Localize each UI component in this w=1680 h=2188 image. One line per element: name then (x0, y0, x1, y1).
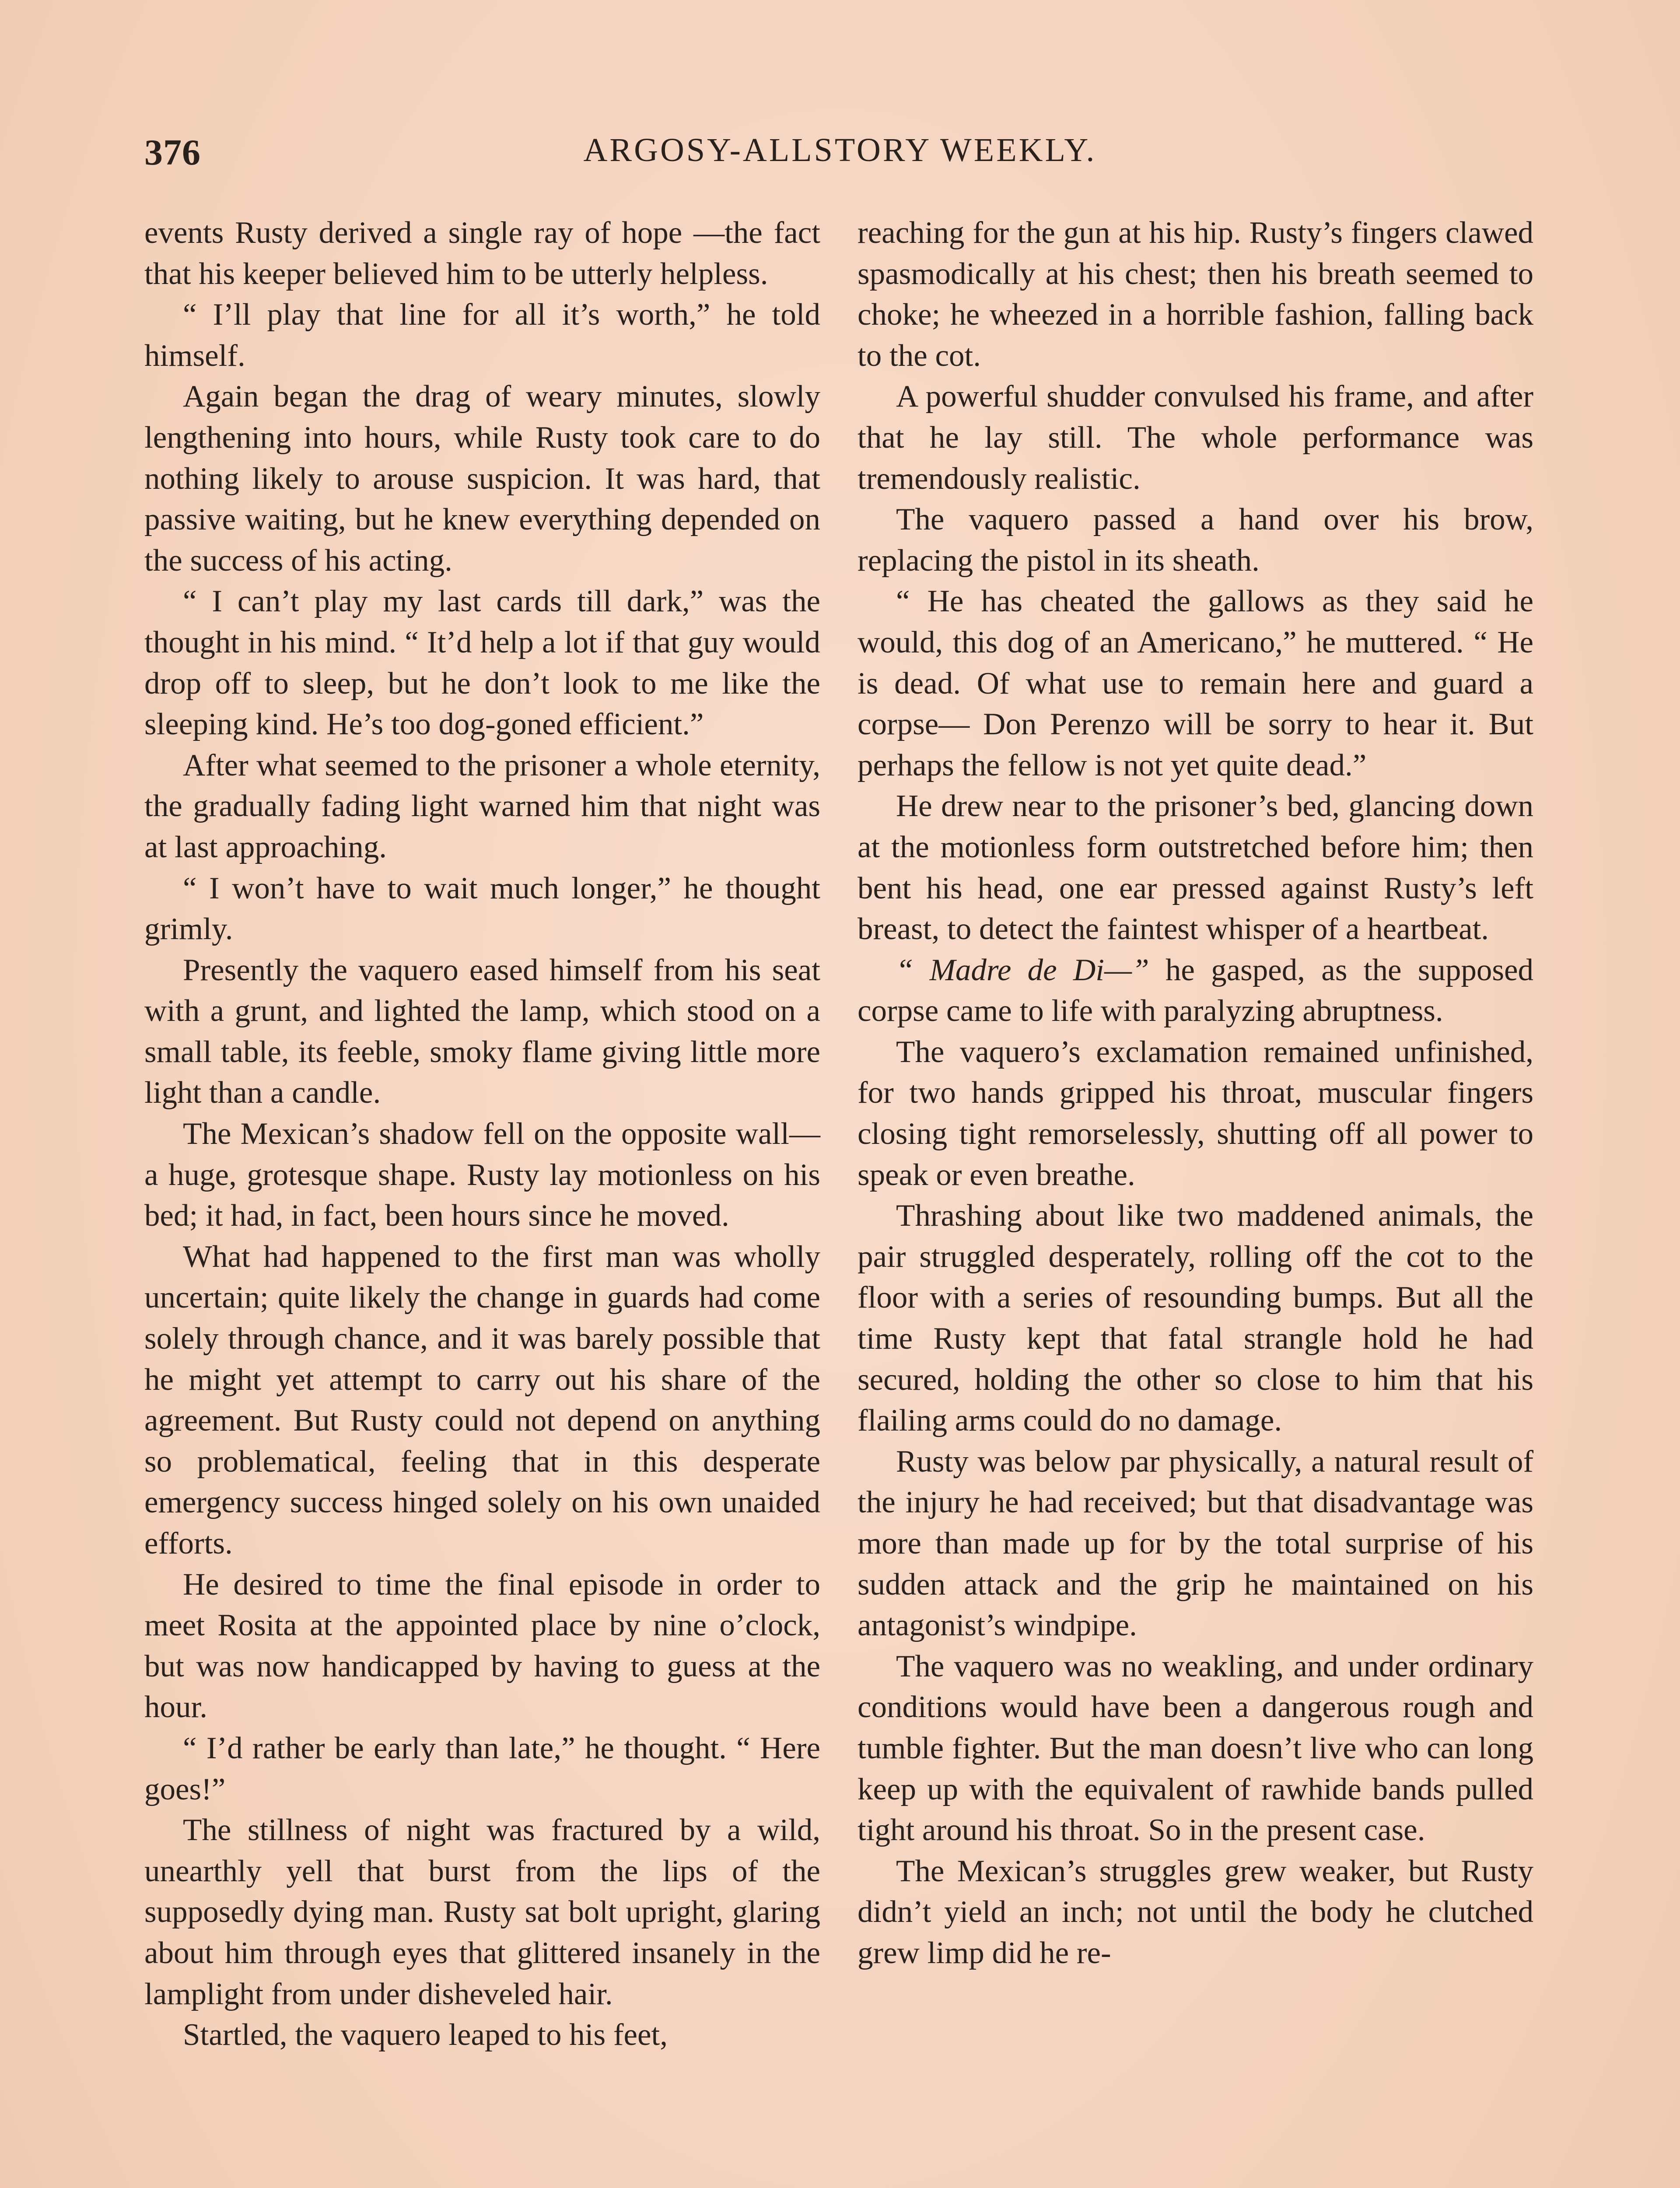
paragraph: “ I’d rather be early than late,” he thought. “ Here goes!” (144, 1731, 820, 1806)
paragraph: “ I can’t play my last cards till dark,” was the thought in his mind. “ It’d help a lot if that guy would drop off to sleep, but he don’t look to me like the sleeping kind. He’s too dog-goned efficient.” (144, 584, 820, 742)
page-number: 376 (144, 132, 201, 173)
right-column (858, 213, 1533, 1974)
paragraph: “ I won’t have to wait much longer,” he thought grimly. (144, 871, 820, 947)
paragraph: The stillness of night was fractured by a wild, unearthly yell that burst from the lips of the supposedly dying man. Rusty sat bolt upright, glaring about him through eyes that glittered insanely in the lamplight from under disheveled hair. (144, 1813, 820, 2011)
paragraph: The vaquero was no weakling, and under ordinary conditions would have been a dangerous rough and tumble fighter. But the man doesn’t live who can long keep up with the equivalent of rawhide bands pulled tight around his throat. So in the present case. (858, 1649, 1533, 1848)
paragraph: He drew near to the prisoner’s bed, glancing down at the motionless form outstretched before him; then bent his head, one ear pressed against Rusty’s left breast, to detect the faintest whisper of a heartbeat. (858, 789, 1533, 947)
paragraph (858, 950, 1533, 1032)
paragraph: The Mexican’s shadow fell on the opposite wall—a huge, grotesque shape. Rusty lay motionless on his bed; it had, in fact, been hours since he moved. (144, 1117, 820, 1233)
paragraph: Startled, the vaquero leaped to his feet, (183, 2018, 668, 2052)
paragraph: Again began the drag of weary minutes, slowly lengthening into hours, while Rusty took care to do nothing likely to arouse suspicion. It was hard, that passive waiting, but he knew everything depended on the success of his acting. (144, 379, 820, 578)
paragraph: reaching for the gun at his hip. Rusty’s fingers clawed spasmodically at his chest; then his breath seemed to choke; he wheezed in a horrible fashion, falling back to the cot. (858, 216, 1533, 373)
running-head: ARGOSY-ALLSTORY WEEKLY. (583, 132, 1097, 168)
paragraph: What had happened to the first man was wholly uncertain; quite likely the change in guards had come solely through chance, and it was barely possible that he might yet attempt to carry out his share of the agreement. But Rusty could not depend on anything so problematical, feeling that in this desperate emergency success hinged solely on his own unaided efforts. (144, 1239, 820, 1560)
paragraph: He desired to time the final episode in order to meet Rosita at the appointed place by nine o’clock, but was now handicapped by having to guess at the hour. (144, 1567, 820, 1725)
paragraph: “ I’ll play that line for all it’s worth,” he told himself. (144, 298, 820, 373)
paragraph: Thrashing about like two maddened animals, the pair struggled desperately, rolling off the cot to the floor with a series of resounding bumps. But all the time Rusty kept that fatal strangle hold he had secured, holding the other so close to him that his flailing arms could do no damage. (858, 1199, 1533, 1438)
paragraph: A powerful shudder convulsed his frame, and after that he lay still. The whole performance was tremendously realistic. (858, 379, 1533, 496)
paragraph: Presently the vaquero eased himself from his seat with a grunt, and lighted the lamp, which stood on a small table, its feeble, smoky flame giving little more light than a candle. (144, 953, 820, 1110)
paragraph: The vaquero’s exclamation remained unfinished, for two hands gripped his throat, muscular fingers closing tight remorselessly, shutting off all power to speak or even breathe. (858, 1034, 1533, 1192)
paragraph: events Rusty derived a single ray of hope —the fact that his keeper believed him to be utterly helpless. (144, 216, 820, 291)
paragraph: The Mexican’s struggles grew weaker, but Rusty didn’t yield an inch; not until the body he clutched grew limp did he re- (858, 1854, 1533, 1970)
paragraph: “ He has cheated the gallows as they said he would, this dog of an Americano,” he muttered. “ He is dead. Of what use to remain here and guard a corpse— Don Perenzo will be sorry to hear it. But perhaps the fellow is not yet quite dead.” (858, 584, 1533, 782)
paragraph: The vaquero passed a hand over his brow, replacing the pistol in its sheath. (858, 502, 1533, 578)
italic-text: “ Madre de Di—” (896, 953, 1149, 987)
left-column (144, 213, 820, 2056)
paragraph: After what seemed to the prisoner a whole eternity, the gradually fading light warned him that night was at last approaching. (144, 748, 820, 864)
paragraph: Rusty was below par physically, a natural result of the injury he had received; but that disadvantage was more than made up for by the total surprise of his sudden attack and the grip he maintained on his antagonist’s windpipe. (858, 1444, 1533, 1643)
paragraph-text: he gasped, as the supposed corpse came to life with paralyzing abruptness. (858, 953, 1533, 1028)
